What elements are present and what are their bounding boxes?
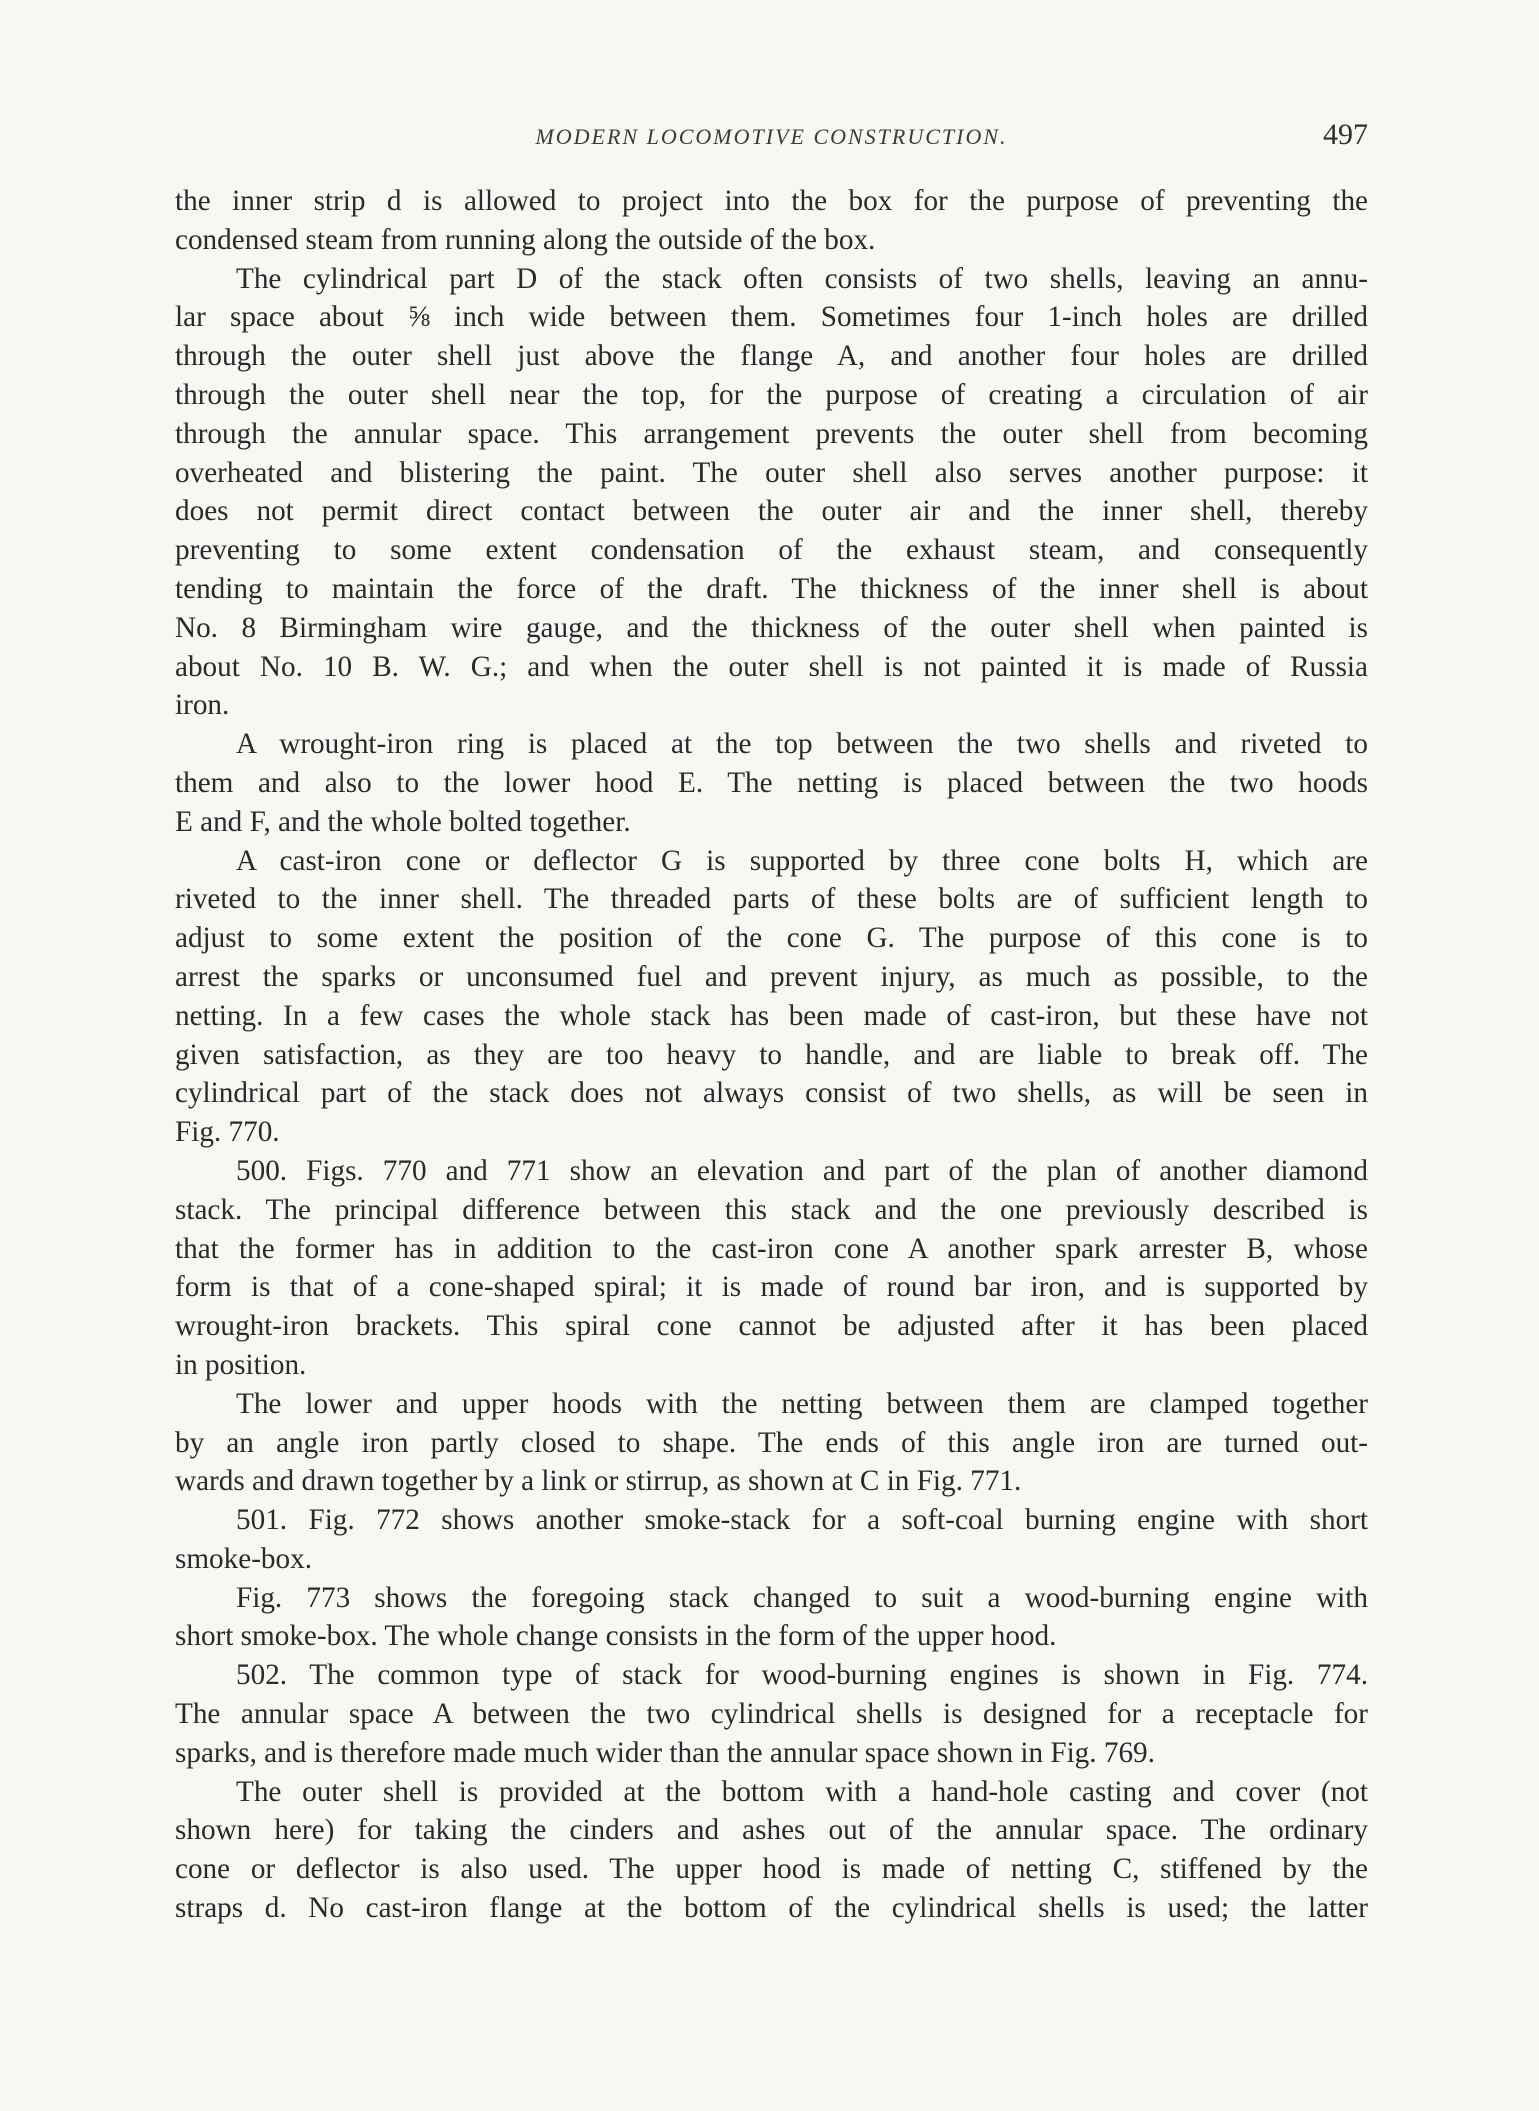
text-line: wards and drawn together by a link or stirrup, as shown at C in Fig. 771. [175, 1465, 1022, 1498]
text-line: them and also to the lower hood E. The netting is placed between the two hoods [175, 766, 1368, 799]
text-line: A cast-iron cone or deflector G is supported by three cone bolts H, which are [236, 844, 1368, 877]
text-line: netting. In a few cases the whole stack has been made of cast-iron, but these have not [175, 999, 1368, 1032]
text-line: shown here) for taking the cinders and ashes out of the annular space. The ordinary [175, 1814, 1368, 1847]
running-title: MODERN LOCOMOTIVE CONSTRUCTION. [535, 124, 1008, 149]
text-line: smoke-box. [175, 1542, 313, 1575]
text-line: arrest the sparks or unconsumed fuel and prevent injury, as much as possible, to the [175, 960, 1368, 993]
text-line: short smoke-box. The whole change consists in the form of the upper hood. [175, 1620, 1057, 1653]
text-line: given satisfaction, as they are too heavy to handle, and are liable to break off. The [175, 1038, 1368, 1071]
text-line: The lower and upper hoods with the netting between them are clamped together [236, 1387, 1368, 1420]
text-line: by an angle iron partly closed to shape. The ends of this angle iron are turned out- [175, 1426, 1368, 1459]
page-header [175, 118, 1368, 158]
text-line: Fig. 773 shows the foregoing stack changed to suit a wood-burning engine with [236, 1581, 1368, 1614]
text-line: 500. Figs. 770 and 771 show an elevation and part of the plan of another diamond [236, 1154, 1368, 1187]
text-line: adjust to some extent the position of the cone G. The purpose of this cone is to [175, 922, 1368, 955]
text-line: overheated and blistering the paint. The outer shell also serves another purpose: it [175, 456, 1368, 489]
text-line: condensed steam from running along the outside of the box. [175, 223, 876, 256]
text-line: through the annular space. This arrangement prevents the outer shell from becoming [175, 417, 1368, 450]
text-line: through the outer shell just above the flange A, and another four holes are drilled [175, 340, 1368, 373]
text-line: cylindrical part of the stack does not always consist of two shells, as will be seen in [175, 1077, 1368, 1110]
text-line: form is that of a cone-shaped spiral; it is made of round bar iron, and is supported by [175, 1271, 1368, 1304]
text-line: 501. Fig. 772 shows another smoke-stack for a soft-coal burning engine with short [236, 1504, 1368, 1537]
text-line: cone or deflector is also used. The upper hood is made of netting C, stiffened by the [175, 1853, 1368, 1886]
text-line: preventing to some extent condensation of the exhaust steam, and consequently [175, 534, 1368, 567]
text-line: The outer shell is provided at the bottom with a hand-hole casting and cover (not [236, 1775, 1368, 1808]
page-number: 497 [1323, 118, 1368, 151]
text-line: does not permit direct contact between the outer air and the inner shell, thereby [175, 495, 1368, 528]
text-line: stack. The principal difference between this stack and the one previously described is [175, 1193, 1368, 1226]
text-line: in position. [175, 1348, 307, 1381]
text-line: about No. 10 B. W. G.; and when the outer shell is not painted it is made of Russia [175, 650, 1368, 683]
text-line: A wrought-iron ring is placed at the top between the two shells and riveted to [236, 728, 1368, 761]
text-line: tending to maintain the force of the draft. The thickness of the inner shell is about [175, 572, 1368, 605]
body-text [175, 182, 1368, 1928]
text-line: that the former has in addition to the cast-iron cone A another spark arrester B, whose [175, 1232, 1368, 1265]
text-line: the inner strip d is allowed to project into the box for the purpose of preventing the [175, 185, 1368, 217]
text-line: lar space about ⅝ inch wide between them. Sometimes four 1-inch holes are drilled [175, 301, 1368, 334]
text-line: 502. The common type of stack for wood-burning engines is shown in Fig. 774. [236, 1659, 1368, 1692]
text-line: riveted to the inner shell. The threaded parts of these bolts are of sufficient length to [175, 883, 1368, 916]
text-line: Fig. 770. [175, 1116, 280, 1149]
text-line: The annular space A between the two cylindrical shells is designed for a receptacle for [175, 1698, 1368, 1731]
text-line: E and F, and the whole bolted together. [175, 805, 631, 838]
text-line: wrought-iron brackets. This spiral cone cannot be adjusted after it has been placed [175, 1310, 1368, 1343]
text-line: iron. [175, 689, 230, 722]
text-line: through the outer shell near the top, for the purpose of creating a circulation of air [175, 378, 1368, 411]
text-line: No. 8 Birmingham wire gauge, and the thickness of the outer shell when painted is [175, 611, 1368, 644]
text-line: sparks, and is therefore made much wider than the annular space shown in Fig. 769. [175, 1736, 1155, 1769]
text-line: straps d. No cast-iron flange at the bottom of the cylindrical shells is used; the latter [175, 1892, 1368, 1925]
text-line: The cylindrical part D of the stack often consists of two shells, leaving an annu- [236, 262, 1368, 295]
